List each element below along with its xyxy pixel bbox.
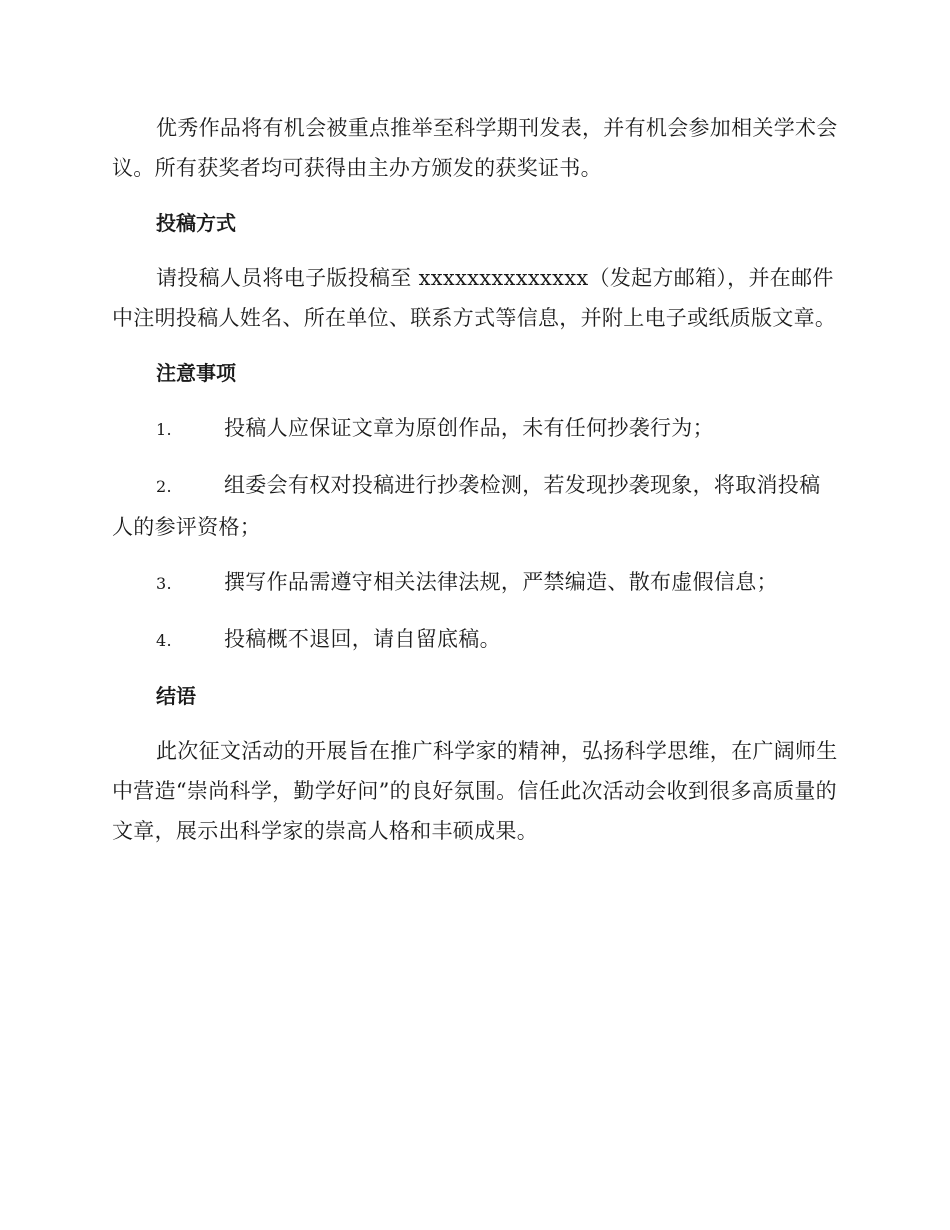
note-number: 3. — [156, 574, 172, 593]
conclusion-paragraph: 此次征文活动的开展旨在推广科学家的精神，弘扬科学思维，在广阔师生中营造“崇尚科学，勤学好问”的良好氛围。信任此次活动会收到很多高质量的文章，展示出科学家的崇高人格和丰硕成果。 — [112, 739, 838, 843]
note-text: 撰写作品需遵守相关法律法规，严禁编造、散布虚假信息； — [224, 570, 778, 594]
note-number: 4. — [156, 631, 172, 650]
note-item-1 — [112, 408, 838, 450]
note-item-3 — [112, 562, 838, 604]
submission-paragraph: 请投稿人员将电子版投稿至 xxxxxxxxxxxxxx（发起方邮箱），并在邮件中注明投稿人姓名、所在单位、联系方式等信息，并附上电子或纸质版文章。 — [112, 266, 837, 330]
note-text: 组委会有权对投稿进行抄袭检测，若发现抄袭现象，将取消投稿人的参评资格； — [112, 473, 821, 539]
conclusion-heading: 结语 — [156, 684, 196, 708]
note-item-4 — [112, 619, 838, 661]
note-text: 投稿概不退回，请自留底稿。 — [224, 627, 501, 651]
document-body — [112, 108, 838, 866]
note-text: 投稿人应保证文章为原创作品，未有任何抄袭行为； — [224, 416, 714, 440]
awards-paragraph: 优秀作品将有机会被重点推举至科学期刊发表，并有机会参加相关学术会议。所有获奖者均可获得由主办方颁发的获奖证书。 — [112, 116, 838, 180]
note-number: 1. — [156, 420, 172, 439]
note-number: 2. — [156, 477, 172, 496]
notes-heading: 注意事项 — [156, 361, 236, 385]
submission-heading: 投稿方式 — [156, 211, 236, 235]
note-item-2 — [112, 465, 838, 547]
